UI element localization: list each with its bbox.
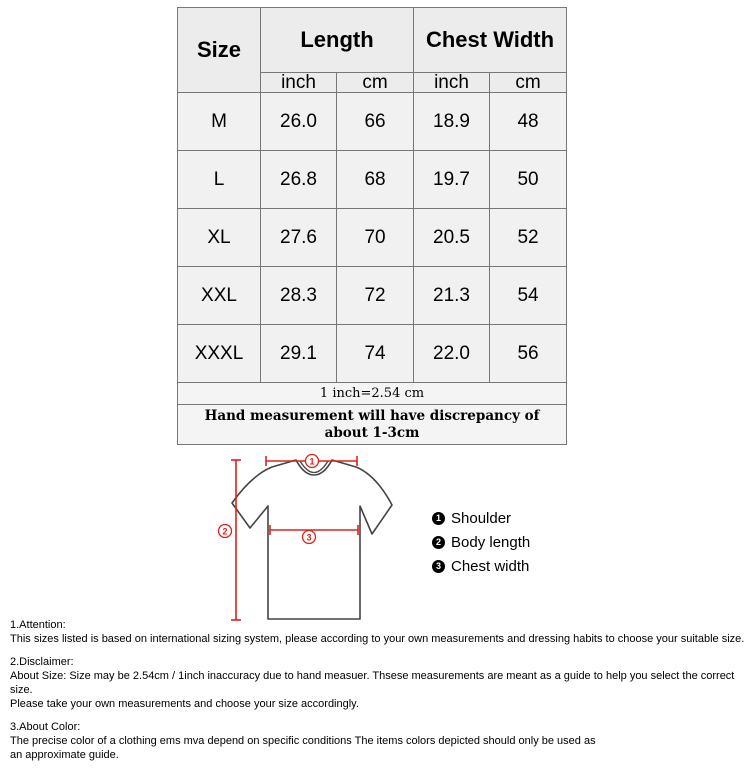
- cell-chest-cm: 50: [490, 151, 567, 209]
- diagram-legend: [432, 506, 530, 578]
- cell-length-cm: 70: [337, 209, 414, 267]
- legend-item: [432, 506, 530, 530]
- table-header-row: [178, 8, 567, 73]
- table-row: [178, 325, 567, 383]
- body-length-measure: [231, 460, 241, 620]
- note-text: Please take your own measurements and choose your size accordingly.: [10, 698, 359, 710]
- cell-length-cm: 68: [337, 151, 414, 209]
- conversion-note: 1 inch=2.54 cm: [178, 383, 567, 405]
- note-heading: 1.Attention:: [10, 619, 66, 631]
- cell-length-inch: 28.3: [261, 267, 337, 325]
- cell-length-cm: 74: [337, 325, 414, 383]
- note-disclaimer: [10, 655, 746, 711]
- marker-1: [306, 455, 319, 468]
- note-attention: [10, 618, 746, 646]
- cell-chest-inch: 20.5: [414, 209, 490, 267]
- svg-text:1: 1: [309, 456, 315, 467]
- cell-size: XXL: [178, 267, 261, 325]
- cell-chest-inch: 18.9: [414, 93, 490, 151]
- note-text: This sizes listed is based on international sizing system, please according to your own measurements and dressing habits to choose your suitable size.: [10, 633, 745, 645]
- note-text: The precise color of a clothing ems mva depend on specific conditions The items colors depicted should only be used as: [10, 735, 596, 747]
- notes-section: [10, 618, 746, 771]
- table-row: [178, 93, 567, 151]
- cell-size: XXXL: [178, 325, 261, 383]
- cell-length-inch: 26.8: [261, 151, 337, 209]
- table-row: [178, 209, 567, 267]
- table-row: [178, 267, 567, 325]
- legend-item: [432, 554, 530, 578]
- legend-label: Chest width: [451, 557, 530, 575]
- cell-chest-cm: 48: [490, 93, 567, 151]
- cell-chest-inch: 22.0: [414, 325, 490, 383]
- cell-size: M: [178, 93, 261, 151]
- legend-number-icon: 3: [432, 560, 445, 573]
- note-heading: 2.Disclaimer:: [10, 656, 74, 668]
- conversion-row: [178, 383, 567, 405]
- table-row: [178, 151, 567, 209]
- svg-text:3: 3: [306, 532, 312, 543]
- cell-chest-cm: 52: [490, 209, 567, 267]
- cell-size: XL: [178, 209, 261, 267]
- cell-chest-cm: 56: [490, 325, 567, 383]
- size-chart-table: [177, 7, 567, 445]
- cell-length-cm: 66: [337, 93, 414, 151]
- unit-length-cm: cm: [337, 73, 414, 93]
- note-text: an approximate guide.: [10, 749, 119, 761]
- header-chest-width: Chest Width: [414, 8, 567, 73]
- cell-chest-inch: 21.3: [414, 267, 490, 325]
- unit-chest-cm: cm: [490, 73, 567, 93]
- header-size: Size: [178, 8, 261, 93]
- legend-label: Body length: [451, 533, 531, 551]
- cell-length-inch: 27.6: [261, 209, 337, 267]
- cell-chest-inch: 19.7: [414, 151, 490, 209]
- cell-chest-cm: 54: [490, 267, 567, 325]
- legend-number-icon: 1: [432, 512, 445, 525]
- tshirt-measurement-diagram: [212, 448, 412, 628]
- note-text: About Size: Size may be 2.54cm / 1inch inaccuracy due to hand measuer. Thsese measurements are meant as a guide to help you select the correct size.: [10, 670, 735, 696]
- header-length: Length: [261, 8, 414, 73]
- cell-length-cm: 72: [337, 267, 414, 325]
- unit-length-inch: inch: [261, 73, 337, 93]
- unit-chest-inch: inch: [414, 73, 490, 93]
- legend-item: [432, 530, 530, 554]
- note-heading: 3.About Color:: [10, 721, 81, 733]
- legend-label: Shoulder: [451, 509, 512, 527]
- cell-length-inch: 29.1: [261, 325, 337, 383]
- note-color: [10, 720, 746, 762]
- legend-number-icon: 2: [432, 536, 445, 549]
- marker-2: [219, 525, 232, 538]
- discrepancy-row: [178, 405, 567, 445]
- discrepancy-note: Hand measurement will have discrepancy of about 1-3cm: [178, 405, 567, 445]
- cell-size: L: [178, 151, 261, 209]
- marker-3: [303, 531, 316, 544]
- cell-length-inch: 26.0: [261, 93, 337, 151]
- svg-text:2: 2: [222, 526, 228, 537]
